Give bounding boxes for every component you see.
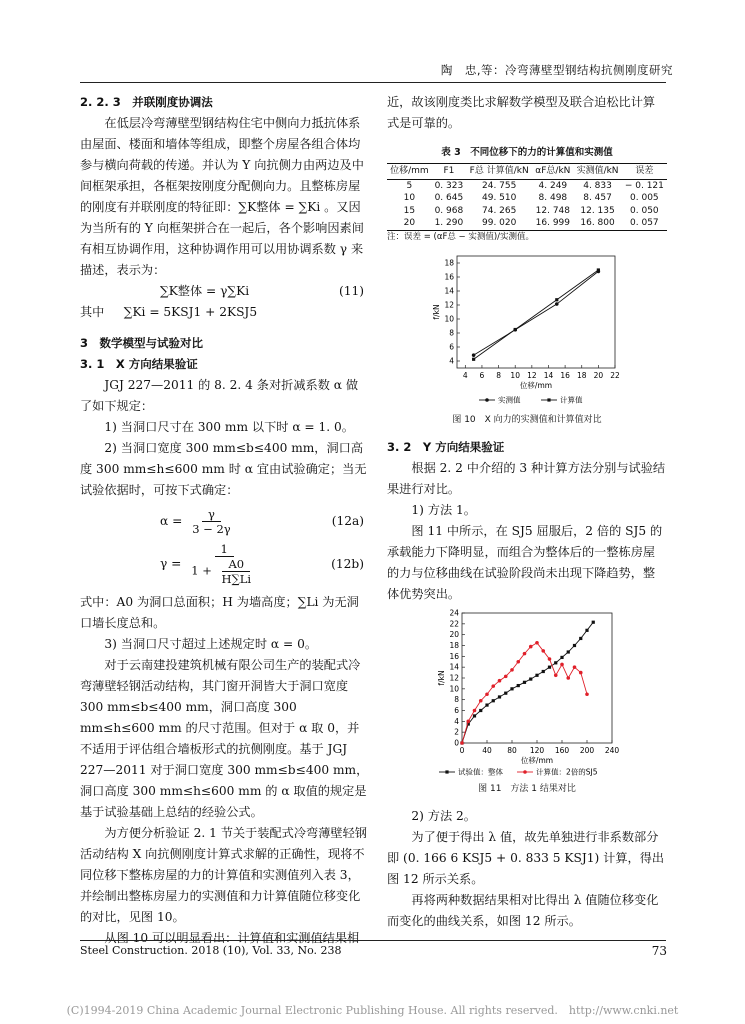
data-point (472, 353, 476, 357)
data-point (579, 670, 583, 674)
table-cell: 99. 020 (466, 217, 532, 230)
y-tick-label: 18 (444, 258, 454, 267)
data-point (554, 661, 557, 664)
data-point (555, 298, 558, 301)
table-cell: 49. 510 (482, 193, 517, 203)
table-cell: 20 (387, 217, 432, 230)
x-axis-label: 位移/mm (520, 755, 554, 765)
section-3-heading: 3 数学模型与试验对比 (80, 336, 204, 350)
x-tick-label: 0 (459, 745, 465, 755)
x-tick-label: 20 (593, 370, 604, 380)
y-tick-label: 18 (449, 640, 459, 650)
plot-frame (462, 613, 612, 743)
paragraph: 根据 2. 2 中介绍的 3 种计算方法分别与试验结果进行对比。 (387, 460, 666, 496)
equation-number: (12b) (331, 556, 364, 571)
table-row (387, 192, 667, 205)
series-line (462, 642, 587, 742)
footer-rule (80, 940, 666, 941)
data-point (517, 683, 520, 686)
data-point (579, 636, 582, 639)
data-point (529, 644, 533, 648)
table-3-note: 注：误差 = (αF总 − 实测值)/实测值。 (387, 231, 535, 242)
page-number: 73 (651, 944, 667, 958)
data-point (498, 678, 502, 682)
where-equation: ∑Ki = 5KSJ1 + 2KSJ5 (123, 305, 258, 319)
data-point (548, 657, 552, 661)
series-line (474, 271, 599, 355)
y-tick-label: 6 (454, 705, 459, 715)
x-tick-label: 4 (462, 370, 468, 380)
data-point (555, 302, 559, 306)
table-body (387, 179, 667, 230)
x-tick-label: 40 (482, 745, 492, 755)
equation-lhs: γ = (160, 556, 182, 571)
table-cell: 0. 968 (434, 205, 464, 216)
data-point (548, 665, 551, 668)
y-tick-label: 16 (444, 272, 454, 281)
data-point (510, 668, 514, 672)
data-point (491, 684, 495, 688)
inner-fraction (216, 557, 258, 586)
paragraph: 从图 10 可以明显看出：计算值和实测值结果相 (104, 931, 360, 945)
equation-lhs: α = (160, 514, 183, 528)
section-2-2-3-heading: 2. 2. 3 并联刚度协调法 (80, 95, 213, 109)
data-point (585, 628, 588, 631)
table-cell: 8. 498 (538, 193, 568, 203)
legend-marker (547, 398, 550, 401)
data-point (585, 692, 589, 696)
where-label: 其中 (80, 305, 105, 319)
equation-number: (11) (338, 284, 364, 298)
y-tick-label: 24 (449, 608, 459, 617)
table-header-cell: F总 计算值/kN (466, 164, 532, 180)
data-point (541, 649, 545, 653)
paragraph: 对于云南建投建筑机械有限公司生产的装配式冷弯薄壁轻钢活动结构，其门窗开洞皆大于洞口宽度 300 mm≤b≤400 mm，洞口高度 300 mm≤h≤600 mm 的尺寸范围。但对于 α 取 0，并不适用于评估组合墙板形式的抗侧刚度。基于 JGJ 227—2011 对于洞口宽度 300 mm≤b≤400 mm，洞口高度 300 mm≤h≤600 mm 的 α 取值的规定是基于试验基础上总结的经验公式。 (80, 658, 369, 819)
table-cell: 16. 800 (573, 217, 621, 230)
right-column (387, 92, 667, 932)
y-tick-label: 10 (444, 314, 454, 323)
data-point (529, 677, 532, 680)
data-point (516, 659, 520, 663)
data-point (597, 268, 600, 271)
y-tick-label: 14 (444, 286, 454, 295)
y-tick-label: 20 (449, 629, 459, 639)
table-header-row (387, 164, 667, 180)
method-2-label: 2) 方法 2。 (411, 808, 476, 823)
table-cell: 4. 833 (583, 180, 612, 191)
y-tick-label: 22 (449, 618, 459, 628)
header-rule (80, 82, 666, 83)
legend-label: 实测值 (498, 395, 521, 404)
table-cell: 4. 249 (538, 180, 568, 191)
data-point (479, 708, 482, 711)
y-tick-label: 4 (449, 356, 454, 365)
fraction (186, 507, 236, 536)
where-line (80, 302, 370, 323)
watermark: (C)1994-2019 China Academic Journal Electronic Publishing House. All rights reserved. http://www.cnki.net (66, 1004, 679, 1017)
x-tick-label: 6 (479, 370, 485, 380)
data-point (573, 643, 576, 646)
y-axis-label: f/kN (432, 303, 441, 320)
data-point (567, 650, 570, 653)
table-cell: 0. 645 (434, 193, 464, 203)
data-point (523, 680, 526, 683)
data-point (504, 691, 507, 694)
table-cell: 10 (403, 193, 416, 203)
legend-marker (445, 770, 448, 773)
x-tick-label: 80 (507, 745, 517, 755)
legend-marker (523, 770, 527, 774)
legend-label: 计算值 (560, 395, 583, 404)
data-point (535, 640, 539, 644)
table-3-title: 表 3 不同位移下的力的计算值和实测值 (441, 147, 613, 158)
table-cell: 0. 050 (630, 205, 659, 216)
paragraph: 为了便于得出 λ 值，故先单独进行非系数部分即 (0. 166 6 KSJ5 + 0. 833 5 KSJ1) 计算，得出图 12 所示关系。 (387, 829, 665, 886)
data-point (523, 651, 527, 655)
table-cell: 12. 135 (580, 205, 615, 216)
y-tick-label: 0 (454, 738, 459, 747)
data-point (592, 620, 595, 623)
x-tick-label: 16 (560, 370, 570, 380)
table-cell: 8. 457 (583, 193, 612, 203)
table-cell: 16. 999 (532, 217, 573, 230)
table-cell: 5 (406, 180, 413, 191)
series-line (462, 622, 593, 743)
y-tick-label: 8 (449, 328, 454, 337)
x-tick-label: 8 (496, 370, 501, 380)
data-point (560, 662, 564, 666)
y-tick-label: 14 (449, 662, 459, 672)
rule-1: 1) 当洞口尺寸在 300 mm 以下时 α = 1. 0。 (104, 420, 354, 434)
table-header-cell: 误差 (622, 164, 667, 180)
legend-marker (485, 398, 489, 402)
y-tick-label: 6 (449, 342, 454, 351)
table-header-cell: 位移/mm (387, 164, 432, 180)
table-header-cell: αF总/kN (532, 164, 573, 180)
fraction-denominator (185, 557, 263, 586)
section-3-1-heading: 3. 1 X 方向结果验证 (80, 357, 198, 371)
equation-11 (80, 281, 370, 302)
data-point (542, 669, 545, 672)
y-axis-label: f/kN (437, 669, 446, 686)
data-point (473, 708, 477, 712)
equation-12b (80, 542, 370, 586)
x-tick-label: 240 (604, 745, 620, 755)
paragraph: 为方便分析验证 2. 1 节关于装配式冷弯薄壁轻钢活动结构 X 向抗侧刚度计算式求解的正确性，现将不同位移下整栋房屋的力的计算值和实测值列入表 3，并绘制出整栋房屋力的实测值和力计算值随位移变化的对比，见图 10。 (80, 826, 367, 924)
running-title: 陶 忠,等：冷弯薄壁型钢结构抗侧刚度研究 (440, 63, 673, 77)
table-cell: 1. 290 (432, 217, 466, 230)
table-cell: 15 (403, 205, 416, 216)
y-tick-label: 12 (449, 673, 459, 682)
data-point (566, 676, 570, 680)
legend-label: 计算值：2倍的SJ5 (536, 767, 598, 776)
left-column (80, 92, 370, 949)
table-cell: 74. 265 (482, 205, 517, 216)
x-tick-label: 120 (529, 745, 545, 755)
figure-10-caption: 图 10 X 向力的实测值和计算值对比 (452, 414, 602, 425)
table-row (387, 217, 667, 230)
table-row (387, 179, 667, 192)
data-point (498, 695, 501, 698)
x-tick-label: 12 (527, 370, 537, 380)
equation-number: (12a) (331, 514, 364, 528)
data-point (514, 327, 517, 330)
data-point (535, 673, 538, 676)
table-cell: 0. 057 (622, 217, 667, 230)
table-cell: 0. 005 (630, 193, 659, 203)
fraction-numerator: 1 (215, 542, 234, 557)
data-point (485, 703, 488, 706)
x-axis-label: 位移/mm (519, 380, 553, 390)
y-tick-label: 8 (454, 694, 459, 704)
x-tick-label: 14 (543, 370, 554, 380)
fraction-denominator: 3 − 2γ (192, 522, 231, 536)
data-point (492, 699, 495, 702)
x-tick-label: 200 (579, 745, 595, 755)
table-cell: 12. 748 (535, 205, 571, 216)
rule-2: 2) 当洞口宽度 300 mm≤b≤400 mm，洞口高度 300 mm≤h≤600 mm 时 α 宜由试验确定；当无试验依据时，可按下式确定： (80, 441, 367, 497)
method-1-label: 1) 方法 1。 (411, 502, 476, 517)
data-point (554, 673, 558, 677)
paragraph: 近，故该刚度类比求解数学模型及联合迫松比计算式是可靠的。 (387, 95, 656, 130)
data-point (504, 674, 508, 678)
data-point (460, 741, 464, 745)
y-tick-label: 4 (454, 716, 459, 726)
equation-12a (80, 507, 370, 536)
x-tick-label: 10 (510, 370, 520, 380)
data-point (510, 687, 513, 690)
paragraph: 在低层冷弯薄壁型钢结构住宅中侧向力抵抗体系由屋面、楼面和墙体等组成，即整个房屋各组合体均参与横向荷载的传递。并认为 Y 向抗侧力由两边及中间框架承担，各框架按刚度分配侧向力。且整栋房屋的刚度有并联刚度的特征即：∑K整体 = ∑Ki 。又因为当所有的 Y 向框架拼合在一起后，各个影响因素间有相互协调作用，这种协调作用可以用协调系数 γ 来描述，表示为： (80, 116, 364, 277)
inner-numerator: A0 (222, 557, 250, 572)
x-tick-label: 160 (554, 745, 570, 755)
figure-11-chart (387, 609, 667, 779)
journal-citation: Steel Construction. 2018 (10), Vol. 33, No. 238 (80, 944, 342, 957)
paragraph: 图 11 中所示，在 SJ5 屈服后，2 倍的 SJ5 的承载能力下降明显，而组合为整体后的一整栋房屋的力与位移曲线在试验阶段尚未出现下降趋势，整体优势突出。 (387, 523, 663, 601)
y-tick-label: 12 (444, 300, 454, 309)
table-cell: 0. 323 (434, 180, 464, 191)
rule-3: 3) 当洞口尺寸超过上述规定时 α = 0。 (104, 637, 318, 651)
series-line (474, 270, 599, 359)
y-tick-label: 10 (449, 683, 459, 693)
figure-11-caption: 图 11 方法 1 结果对比 (478, 783, 576, 794)
symbol-definitions: 式中：A0 为洞口总面积；H 为墙高度；∑Li 为无洞口墙长度总和。 (80, 595, 359, 630)
table-3 (387, 163, 667, 231)
fraction (185, 542, 263, 586)
table-header-cell: F1 (432, 164, 466, 180)
table-header-cell: 实测值/kN (573, 164, 621, 180)
figure-10-chart (387, 250, 667, 410)
y-tick-label: 2 (454, 727, 459, 737)
data-point (560, 655, 563, 658)
fraction-numerator: γ (202, 507, 221, 522)
data-point (479, 698, 483, 702)
section-3-2-heading: 3. 2 Y 方向结果验证 (387, 439, 505, 454)
data-point (466, 719, 470, 723)
paragraph: 再将两种数据结果相对比得出 λ 值随位移变化而变化的曲线关系，如图 12 所示。 (387, 892, 659, 928)
denominator-prefix: 1 + (191, 563, 212, 578)
x-tick-label: 18 (576, 370, 587, 380)
x-tick-label: 22 (610, 370, 620, 380)
legend-label: 试验值：整体 (458, 767, 503, 776)
paragraph: JGJ 227—2011 的 8. 2. 4 条对折减系数 α 做了如下规定： (80, 378, 359, 413)
data-point (485, 692, 489, 696)
table-row (387, 205, 667, 218)
inner-denominator: H∑Li (221, 572, 252, 586)
data-point (473, 714, 476, 717)
y-tick-label: 16 (449, 651, 459, 661)
data-point (573, 665, 577, 669)
table-cell: − 0. 121 (624, 180, 664, 191)
table-cell: 24. 755 (482, 180, 517, 191)
data-point (472, 357, 475, 360)
equation-body: ∑K整体 = γ∑Ki (160, 284, 250, 298)
